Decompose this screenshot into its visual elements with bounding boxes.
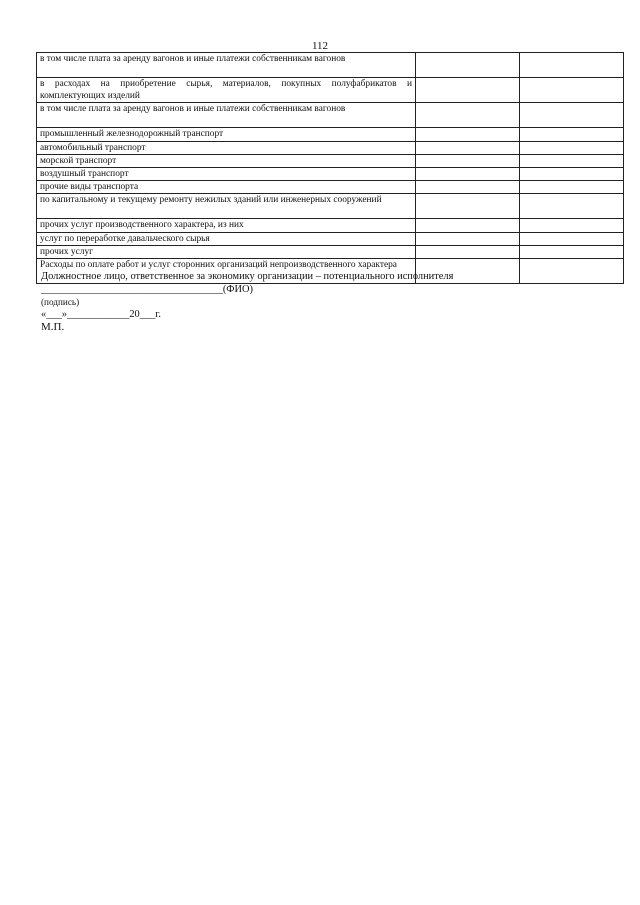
value-cell xyxy=(520,232,624,245)
value-cell xyxy=(416,194,520,219)
value-cell xyxy=(416,154,520,167)
table-row xyxy=(37,245,624,258)
row-label: в расходах на приобретение сырья, материалов, покупных полуфабрикатов и комплектующих изделий xyxy=(37,78,416,103)
value-cell xyxy=(416,103,520,128)
official-label: Должностное лицо, ответственное за экономику организации – потенциального исполнителя xyxy=(41,271,454,282)
signature-caption: (подпись) xyxy=(41,297,80,307)
value-cell xyxy=(520,219,624,232)
value-cell xyxy=(416,168,520,181)
table-row xyxy=(37,194,624,219)
table-row xyxy=(37,219,624,232)
cost-table xyxy=(36,52,624,284)
table-row xyxy=(37,53,624,78)
row-label: прочих услуг производственного характера, из них xyxy=(37,219,416,232)
table-row xyxy=(37,168,624,181)
row-label: услуг по переработке давальческого сырья xyxy=(37,232,416,245)
value-cell xyxy=(520,53,624,78)
value-cell xyxy=(416,128,520,141)
table-row xyxy=(37,103,624,128)
row-label: в том числе плата за аренду вагонов и иные платежи собственникам вагонов xyxy=(37,53,416,78)
value-cell xyxy=(520,103,624,128)
row-label: прочих услуг xyxy=(37,245,416,258)
value-cell xyxy=(520,181,624,194)
table-row xyxy=(37,154,624,167)
value-cell xyxy=(520,141,624,154)
value-cell xyxy=(416,181,520,194)
table-row xyxy=(37,232,624,245)
date-line: «___»____________20___г. xyxy=(41,309,161,320)
value-cell xyxy=(416,78,520,103)
table-row xyxy=(37,128,624,141)
fio-line: ___________________________________(ФИО) xyxy=(41,284,253,295)
row-label: морской транспорт xyxy=(37,154,416,167)
value-cell xyxy=(416,245,520,258)
signature-block xyxy=(41,270,621,334)
table-row xyxy=(37,141,624,154)
value-cell xyxy=(416,53,520,78)
value-cell xyxy=(520,194,624,219)
value-cell xyxy=(520,154,624,167)
row-label: в том числе плата за аренду вагонов и иные платежи собственникам вагонов xyxy=(37,103,416,128)
value-cell xyxy=(520,168,624,181)
row-label: Расходы по оплате работ и услуг сторонних организаций непроизводственного характера xyxy=(37,259,416,284)
stamp-label: М.П. xyxy=(41,321,65,333)
value-cell xyxy=(520,78,624,103)
value-cell xyxy=(416,219,520,232)
table-row xyxy=(37,181,624,194)
row-label: по капитальному и текущему ремонту нежилых зданий или инженерных сооружений xyxy=(37,194,416,219)
value-cell xyxy=(520,128,624,141)
row-label: автомобильный транспорт xyxy=(37,141,416,154)
row-label: прочие виды транспорта xyxy=(37,181,416,194)
value-cell xyxy=(520,245,624,258)
value-cell xyxy=(416,232,520,245)
row-label: промышленный железнодорожный транспорт xyxy=(37,128,416,141)
row-label: воздушный транспорт xyxy=(37,168,416,181)
page-number: 112 xyxy=(311,40,329,52)
table-row xyxy=(37,78,624,103)
value-cell xyxy=(416,141,520,154)
